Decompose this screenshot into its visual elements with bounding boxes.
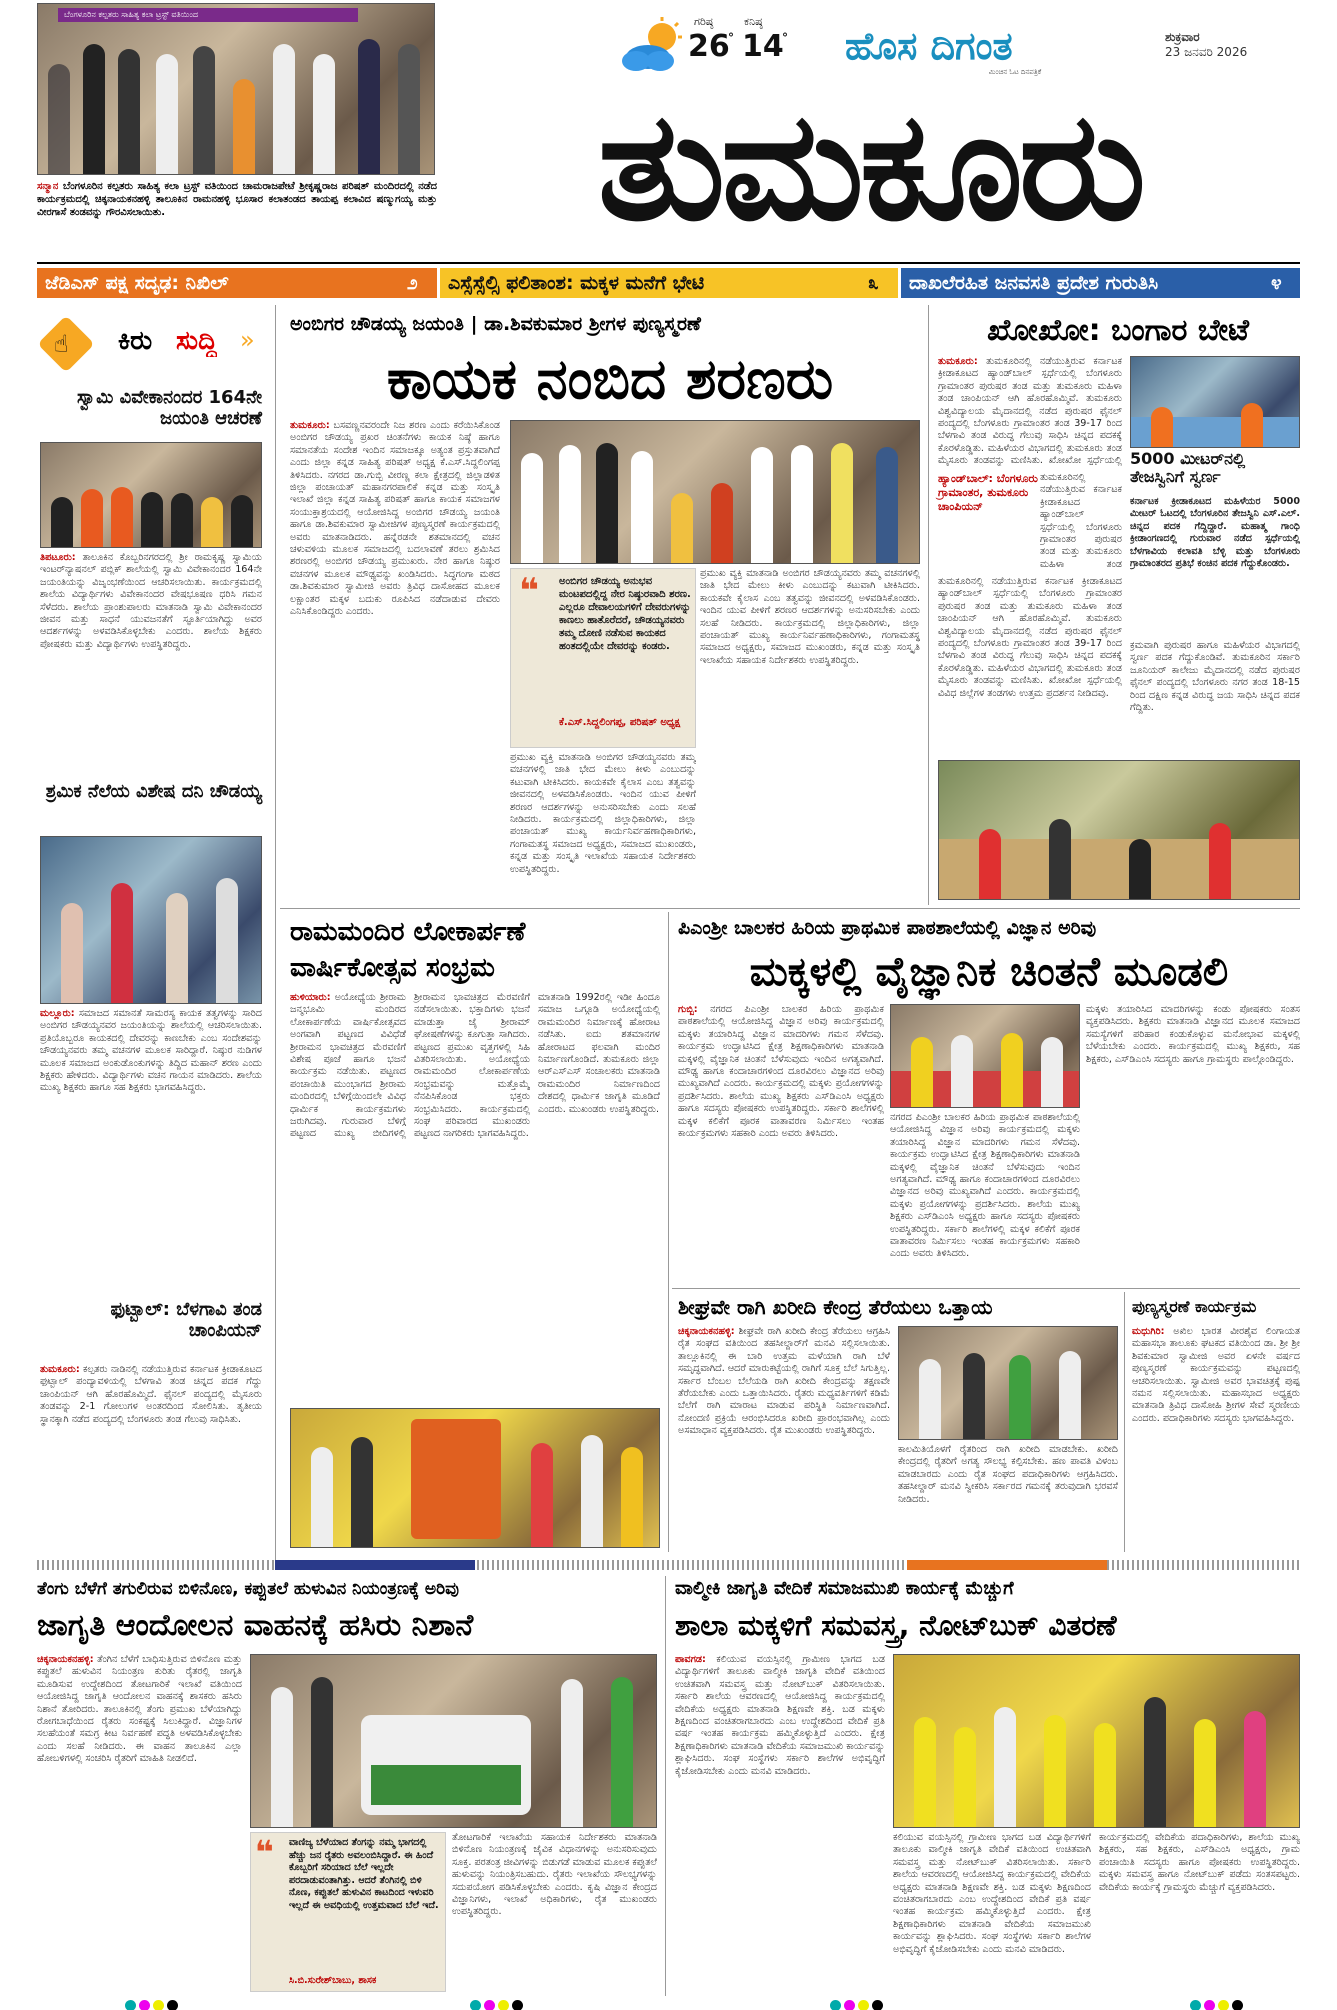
kho-body: ತುಮಕೂರು: ತುಮಕೂರಿನಲ್ಲಿ ನಡೆಯುತ್ತಿರುವ ಕರ್ನಾಟಕ ಕ್ರೀಡಾಕೂಟದ ಹ್ಯಾಂಡ್‌ಬಾಲ್ ಸ್ಪರ್ಧೆಯಲ್ಲಿ ಬೆಂಗಳೂರು ಗ್ರಾಮಾಂತರ ಪುರುಷರ ತಂಡ ಮತ್ತು ತುಮಕೂರು ಮಹಿಳಾ ತಂಡ ಚಾಂಪಿಯನ್ ಆಗಿ ಹೊರಹೊಮ್ಮಿವೆ. ತುಮಕೂರು ವಿಶ್ವವಿದ್ಯಾಲಯ ಮೈದಾನದಲ್ಲಿ ನಡೆದ ಪುರುಷರ ಫೈನಲ್ ಪಂದ್ಯದಲ್ಲಿ ಬೆಂಗಳೂರು ಗ್ರಾಮಾಂತರ ತಂಡ 39-17 ರಿಂದ ಬೆಳಗಾವಿ ತಂಡ ವಿರುದ್ಧ ಗೆಲುವು ಸಾಧಿಸಿ ಚಿನ್ನದ ಪದಕಕ್ಕೆ ಕೊರಳೊಡ್ಡಿತು. ಮಹಿಳೆಯರ ವಿಭಾಗದಲ್ಲಿ ತುಮಕೂರು ತಂಡ ಮೈಸೂರು ತಂಡವನ್ನು ಮಣಿಸಿತು. ಖೋಖೋ ಸ್ಪರ್ಧೆಯಲ್ಲಿ (938, 356, 1122, 466)
max-temp: 26 (688, 29, 730, 64)
kho-body-3: ತುಮಕೂರಿನಲ್ಲಿ ನಡೆಯುತ್ತಿರುವ ಕರ್ನಾಟಕ ಕ್ರೀಡಾಕೂಟದ ಹ್ಯಾಂಡ್‌ಬಾಲ್ ಸ್ಪರ್ಧೆಯಲ್ಲಿ ಬೆಂಗಳೂರು ಗ್ರಾಮಾಂತರ ಪುರುಷರ ತಂಡ ಮತ್ತು ತುಮಕೂರು ಮಹಿಳಾ ತಂಡ ಚಾಂಪಿಯನ್ ಆಗಿ ಹೊರಹೊಮ್ಮಿವೆ. ತುಮಕೂರು ವಿಶ್ವವಿದ್ಯಾಲಯ ಮೈದಾನದಲ್ಲಿ ನಡೆದ ಪುರುಷರ ಫೈನಲ್ ಪಂದ್ಯದಲ್ಲಿ ಬೆಂಗಳೂರು ಗ್ರಾಮಾಂತರ ತಂಡ 39-17 ರಿಂದ ಬೆಳಗಾವಿ ತಂಡ ವಿರುದ್ಧ ಗೆಲುವು ಸಾಧಿಸಿ ಚಿನ್ನದ ಪದಕಕ್ಕೆ ಕೊರಳೊಡ್ಡಿತು. ಮಹಿಳೆಯರ ವಿಭಾಗದಲ್ಲಿ ತುಮಕೂರು ತಂಡ ಮೈಸೂರು ತಂಡವನ್ನು ಮಣಿಸಿತು. ಖೋಖೋ ಸ್ಪರ್ಧೆಯಲ್ಲಿ ವಿವಿಧ ಜಿಲ್ಲೆಗಳ ತಂಡಗಳು ಉತ್ತಮ ಪ್ರದರ್ಶನ ನೀಡಿದವು. (938, 576, 1122, 699)
sci-body-2: ನಗರದ ಪಿಎಂಶ್ರೀ ಬಾಲಕರ ಹಿರಿಯ ಪ್ರಾಥಮಿಕ ಪಾಠಶಾಲೆಯಲ್ಲಿ ಆಯೋಜಿಸಿದ್ದ ವಿಜ್ಞಾನ ಅರಿವು ಕಾರ್ಯಕ್ರಮದಲ್ಲಿ ಮಕ್ಕಳು ತಯಾರಿಸಿದ್ದ ವಿಜ್ಞಾನ ಮಾದರಿಗಳು ಗಮನ ಸೆಳೆದವು. ಕಾರ್ಯಕ್ರಮ ಉದ್ಘಾಟಿಸಿದ ಕ್ಷೇತ್ರ ಶಿಕ್ಷಣಾಧಿಕಾರಿಗಳು ಮಾತನಾಡಿ ಮಕ್ಕಳಲ್ಲಿ ವೈಜ್ಞಾನಿಕ ಚಿಂತನೆ ಬೆಳೆಸುವುದು ಇಂದಿನ ಅಗತ್ಯವಾಗಿದೆ. ಮೌಢ್ಯ ಹಾಗೂ ಕಂದಾಚಾರಗಳಿಂದ ದೂರವಿರಲು ವಿಜ್ಞಾನದ ಅರಿವು ಮುಖ್ಯವಾಗಿದೆ ಎಂದರು. ಕಾರ್ಯಕ್ರಮದಲ್ಲಿ ಮಕ್ಕಳು ಪ್ರಯೋಗಗಳನ್ನು ಪ್ರದರ್ಶಿಸಿದರು. ಶಾಲೆಯ ಮುಖ್ಯ ಶಿಕ್ಷಕರು ಎಸ್‌ಡಿಎಂಸಿ ಅಧ್ಯಕ್ಷರು ಹಾಗೂ ಸದಸ್ಯರು ಪೋಷಕರು ಉಪಸ್ಥಿತರಿದ್ದರು. ಸರ್ಕಾರಿ ಶಾಲೆಗಳಲ್ಲಿ ಮಕ್ಕಳ ಕಲಿಕೆಗೆ ಪೂರಕ ವಾತಾವರಣ ನಿರ್ಮಿಸಲು ಇಂತಹ ಕಾರ್ಯಕ್ರಮಗಳು ಸಹಕಾರಿ ಎಂದು ಅವರು ತಿಳಿಸಿದರು. (890, 1112, 1080, 1260)
kiru-label2: ಸುದ್ದಿ (176, 326, 218, 356)
section-divider (37, 1560, 1300, 1570)
valmiki-body-2: ಕಲಿಯುವ ವಯಸ್ಸಿನಲ್ಲಿ ಗ್ರಾಮೀಣ ಭಾಗದ ಬಡ ವಿದ್ಯಾರ್ಥಿಗಳಿಗೆ ತಾಲೂಕು ವಾಲ್ಮೀಕಿ ಜಾಗೃತಿ ವೇದಿಕೆ ವತಿಯಿಂದ ಉಚಿತವಾಗಿ ಸಮವಸ್ತ್ರ ಮತ್ತು ನೋಟ್‌ಬುಕ್ ವಿತರಿಸಲಾಯಿತು. ಸರ್ಕಾರಿ ಶಾಲೆಯ ಆವರಣದಲ್ಲಿ ಆಯೋಜಿಸಿದ್ದ ಕಾರ್ಯಕ್ರಮದಲ್ಲಿ ವೇದಿಕೆಯ ಅಧ್ಯಕ್ಷರು ಮಾತನಾಡಿ ಶಿಕ್ಷಣವೇ ಶಕ್ತಿ. ಬಡ ಮಕ್ಕಳು ಶಿಕ್ಷಣದಿಂದ ವಂಚಿತರಾಗಬಾರದು ಎಂಬ ಉದ್ದೇಶದಿಂದ ವೇದಿಕೆ ಪ್ರತಿ ವರ್ಷ ಇಂತಹ ಕಾರ್ಯಕ್ರಮ ಹಮ್ಮಿಕೊಳ್ಳುತ್ತಿದೆ ಎಂದರು. ಕ್ಷೇತ್ರ ಶಿಕ್ಷಣಾಧಿಕಾರಿಗಳು ಮಾತನಾಡಿ ವೇದಿಕೆಯ ಸಮಾಜಮುಖಿ ಕಾರ್ಯವನ್ನು ಶ್ಲಾಘಿಸಿದರು. ಸಂಘ ಸಂಸ್ಥೆಗಳು ಸರ್ಕಾರಿ ಶಾಲೆಗಳ ಅಭಿವೃದ್ಧಿಗೆ ಕೈಜೋಡಿಸಬೇಕು ಎಂದು ಮನವಿ ಮಾಡಿದರು. (893, 1832, 1091, 1955)
kho-photo-2 (938, 760, 1300, 900)
valmiki-body: ಪಾವಗಡ: ಕಲಿಯುವ ವಯಸ್ಸಿನಲ್ಲಿ ಗ್ರಾಮೀಣ ಭಾಗದ ಬಡ ವಿದ್ಯಾರ್ಥಿಗಳಿಗೆ ತಾಲೂಕು ವಾಲ್ಮೀಕಿ ಜಾಗೃತಿ ವೇದಿಕೆ ವತಿಯಿಂದ ಉಚಿತವಾಗಿ ಸಮವಸ್ತ್ರ ಮತ್ತು ನೋಟ್‌ಬುಕ್ ವಿತರಿಸಲಾಯಿತು. ಸರ್ಕಾರಿ ಶಾಲೆಯ ಆವರಣದಲ್ಲಿ ಆಯೋಜಿಸಿದ್ದ ಕಾರ್ಯಕ್ರಮದಲ್ಲಿ ವೇದಿಕೆಯ ಅಧ್ಯಕ್ಷರು ಮಾತನಾಡಿ ಶಿಕ್ಷಣವೇ ಶಕ್ತಿ. ಬಡ ಮಕ್ಕಳು ಶಿಕ್ಷಣದಿಂದ ವಂಚಿತರಾಗಬಾರದು ಎಂಬ ಉದ್ದೇಶದಿಂದ ವೇದಿಕೆ ಪ್ರತಿ ವರ್ಷ ಇಂತಹ ಕಾರ್ಯಕ್ರಮ ಹಮ್ಮಿಕೊಳ್ಳುತ್ತಿದೆ ಎಂದರು. ಕ್ಷೇತ್ರ ಶಿಕ್ಷಣಾಧಿಕಾರಿಗಳು ಮಾತನಾಡಿ ವೇದಿಕೆಯ ಸಮಾಜಮುಖಿ ಕಾರ್ಯವನ್ನು ಶ್ಲಾಘಿಸಿದರು. ಸಂಘ ಸಂಸ್ಥೆಗಳು ಸರ್ಕಾರಿ ಶಾಲೆಗಳ ಅಭಿವೃದ್ಧಿಗೆ ಕೈಜೋಡಿಸಬೇಕು ಎಂದು ಮನವಿ ಮಾಡಿದರು. (675, 1654, 885, 1777)
coconut-quote: ವಾಣಿಜ್ಯ ಬೆಳೆಯಾದ ತೆಂಗನ್ನು ನಮ್ಮ ಭಾಗದಲ್ಲಿ ಹೆಚ್ಚು ಜನ ರೈತರು ಅವಲಂಬಿಸಿದ್ದಾರೆ. ಈ ಹಿಂದೆ ಕೊಬ್ಬರಿಗೆ ಸರಿಯಾದ ಬೆಲೆ ಇಲ್ಲದೇ ಪರದಾಡುವಂತಾಗಿತ್ತು. ಆದರೆ ತೆಂಗಿನಲ್ಲಿ ಬಿಳಿ ನೊಣ, ಕಪ್ಪುತಲೆ ಹುಳುವಿನ ಕಾಟದಿಂದ ಇಳುವರಿ ಇಲ್ಲದೆ ಈ ಅವಧಿಯಲ್ಲಿ ಉತ್ತಮವಾದ ಬೆಲೆ ಇದೆ. (289, 1837, 439, 1911)
coconut-body: ಚಿಕ್ಕನಾಯಕನಹಳ್ಳಿ: ತೆಂಗಿನ ಬೆಳೆಗೆ ಬಾಧಿಸುತ್ತಿರುವ ಬಿಳಿನೊಣ ಮತ್ತು ಕಪ್ಪುತಲೆ ಹುಳುವಿನ ನಿಯಂತ್ರಣ ಕುರಿತು ರೈತರಲ್ಲಿ ಜಾಗೃತಿ ಮೂಡಿಸುವ ಉದ್ದೇಶದಿಂದ ತೋಟಗಾರಿಕೆ ಇಲಾಖೆ ವತಿಯಿಂದ ಆಯೋಜಿಸಿದ್ದ ಜಾಗೃತಿ ಆಂದೋಲನ ವಾಹನಕ್ಕೆ ಶಾಸಕರು ಹಸಿರು ನಿಶಾನೆ ತೋರಿದರು. ತಾಲೂಕಿನಲ್ಲಿ ತೆಂಗು ಪ್ರಮುಖ ಬೆಳೆಯಾಗಿದ್ದು ರೋಗಬಾಧೆಯಿಂದ ರೈತರು ಸಂಕಷ್ಟಕ್ಕೆ ಸಿಲುಕಿದ್ದಾರೆ. ವಿಜ್ಞಾನಿಗಳ ಸಲಹೆಯಂತೆ ಸಮಗ್ರ ಕೀಟ ನಿರ್ವಹಣೆ ಪದ್ಧತಿ ಅಳವಡಿಸಿಕೊಳ್ಳಬೇಕು ಎಂದು ಸಲಹೆ ನೀಡಿದರು. ಈ ವಾಹನ ತಾಲೂಕಿನ ಎಲ್ಲಾ ಹೋಬಳಿಗಳಲ್ಲಿ ಸಂಚರಿಸಿ ರೈತರಿಗೆ ಮಾಹಿತಿ ನೀಡಲಿದೆ. (37, 1654, 242, 1765)
registration-marks (830, 1996, 886, 2010)
lead-body-3: ಪ್ರಮುಖ ವ್ಯಕ್ತಿ ಮಾತನಾಡಿ ಅಂಬಿಗರ ಚೌಡಯ್ಯನವರು ತಮ್ಮ ವಚನಗಳಲ್ಲಿ ಜಾತಿ ಭೇದ ಮೇಲು ಕೀಳು ಎಂಬುದನ್ನು ಕಟುವಾಗಿ ಟೀಕಿಸಿದರು. ಕಾಯಕವೇ ಕೈಲಾಸ ಎಂಬ ತತ್ವವನ್ನು ಜೀವನದಲ್ಲಿ ಅಳವಡಿಸಿಕೊಂಡರು. ಇಂದಿನ ಯುವ ಪೀಳಿಗೆ ಶರಣರ ಆದರ್ಶಗಳನ್ನು ಅನುಸರಿಸಬೇಕು ಎಂದು ಸಲಹೆ ನೀಡಿದರು. ಕಾರ್ಯಕ್ರಮದಲ್ಲಿ ಜಿಲ್ಲಾಧಿಕಾರಿಗಳು, ಜಿಲ್ಲಾ ಪಂಚಾಯತ್ ಮುಖ್ಯ ಕಾರ್ಯನಿರ್ವಹಣಾಧಿಕಾರಿಗಳು, ಗಂಗಾಮತಸ್ಥ ಸಮಾಜದ ಅಧ್ಯಕ್ಷರು, ಸಮಾಜದ ಮುಖಂಡರು, ಕನ್ನಡ ಮತ್ತು ಸಂಸ್ಕೃತಿ ಇಲಾಖೆಯ ಸಹಾಯಕ ನಿರ್ದೇಶಕರು ಉಪಸ್ಥಿತರಿದ್ದರು. (510, 752, 696, 875)
valmiki-headline: ಶಾಲಾ ಮಕ್ಕಳಿಗೆ ಸಮವಸ್ತ್ರ, ನೋಟ್‌ಬುಕ್ ವಿತರಣೆ (675, 1609, 1117, 1642)
min-temp: 14 (742, 29, 784, 64)
ticker-page: ೪ (1271, 272, 1282, 294)
punya-body: ಮಧುಗಿರಿ: ಅಖಿಲ ಭಾರತ ವೀರಶೈವ ಲಿಂಗಾಯತ ಮಹಾಸಭಾ ತಾಲೂಕು ಘಟಕದ ವತಿಯಿಂದ ಡಾ. ಶ್ರೀ ಶ್ರೀ ಶಿವಕುಮಾರ ಸ್ವಾಮೀಜಿ ಅವರ ಏಳನೇ ವರ್ಷದ ಪುಣ್ಯಸ್ಮರಣೆ ಕಾರ್ಯಕ್ರಮವನ್ನು ಪಟ್ಟಣದಲ್ಲಿ ಆಚರಿಸಲಾಯಿತು. ಸ್ವಾಮೀಜಿ ಅವರ ಭಾವಚಿತ್ರಕ್ಕೆ ಪುಷ್ಪ ನಮನ ಸಲ್ಲಿಸಲಾಯಿತು. ಮಹಾಸಭಾದ ಅಧ್ಯಕ್ಷರು ಮಾತನಾಡಿ ತ್ರಿವಿಧ ದಾಸೋಹಿ ಶ್ರೀಗಳ ಸೇವೆ ಸ್ಮರಣೀಯ ಎಂದರು. ಪದಾಧಿಕಾರಿಗಳು ಸದಸ್ಯರು ಭಾಗವಹಿಸಿದ್ದರು. (1132, 1326, 1300, 1424)
kiru-photo-2 (40, 836, 262, 1004)
ram-photo (290, 1408, 660, 1548)
quote-icon: ❝ (519, 571, 539, 611)
valmiki-photo (893, 1654, 1300, 1828)
sci-photo (890, 1004, 1080, 1108)
coconut-headline: ಜಾಗೃತಿ ಆಂದೋಲನ ವಾಹನಕ್ಕೆ ಹಸಿರು ನಿಶಾನೆ (37, 1608, 474, 1643)
ragi-body-2: ಕಾಲಮಿತಿಯೊಳಗೆ ರೈತರಿಂದ ರಾಗಿ ಖರೀದಿ ಮಾಡಬೇಕು. ಖರೀದಿ ಕೇಂದ್ರದಲ್ಲಿ ರೈತರಿಗೆ ಅಗತ್ಯ ಸೌಲಭ್ಯ ಕಲ್ಪಿಸಬೇಕು. ಹಣ ಪಾವತಿ ವಿಳಂಬ ಮಾಡಬಾರದು ಎಂದು ರೈತ ಸಂಘದ ಪದಾಧಿಕಾರಿಗಳು ಆಗ್ರಹಿಸಿದರು. ತಹಸೀಲ್ದಾರ್ ಮನವಿ ಸ್ವೀಕರಿಸಿ ಸರ್ಕಾರದ ಗಮನಕ್ಕೆ ತರುವುದಾಗಿ ಭರವಸೆ ನೀಡಿದರು. (898, 1444, 1118, 1505)
coconut-photo (250, 1654, 657, 1828)
lead-photo (510, 420, 920, 564)
ticker-text: ದಾಖಲೆರಹಿತ ಜನವಸತಿ ಪ್ರದೇಶ ಗುರುತಿಸಿ (909, 272, 1159, 294)
coconut-quote-box (250, 1832, 446, 1992)
kho-photo-1 (1130, 356, 1300, 448)
coconut-kicker: ತೆಂಗು ಬೆಳೆಗೆ ತಗುಲಿರುವ ಬಿಳಿನೊಣ, ಕಪ್ಪುತಲೆ ಹುಳುವಿನ ನಿಯಂತ್ರಣಕ್ಕೆ ಅರಿವು (37, 1579, 459, 1599)
sci-body-3: ಮಕ್ಕಳು ತಯಾರಿಸಿದ ಮಾದರಿಗಳನ್ನು ಕಂಡು ಪೋಷಕರು ಸಂತಸ ವ್ಯಕ್ತಪಡಿಸಿದರು. ಶಿಕ್ಷಕರು ಮಾತನಾಡಿ ವಿಜ್ಞಾನದ ಮೂಲಕ ಸಮಾಜದ ಸಮಸ್ಯೆಗಳಿಗೆ ಪರಿಹಾರ ಕಂಡುಕೊಳ್ಳುವ ಮನೋಭಾವ ಮಕ್ಕಳಲ್ಲಿ ಬೆಳೆಯಬೇಕು ಎಂದರು. ಕಾರ್ಯಕ್ರಮದಲ್ಲಿ ಮುಖ್ಯ ಶಿಕ್ಷಕರು, ಸಹ ಶಿಕ್ಷಕರು, ಎಸ್‌ಡಿಎಂಸಿ ಸದಸ್ಯರು ಹಾಗೂ ಗ್ರಾಮಸ್ಥರು ಪಾಲ್ಗೊಂಡಿದ್ದರು. (1086, 1004, 1300, 1065)
kiru-title-1: ಸ್ವಾಮಿ ವಿವೇಕಾನಂದರ 164ನೇ ಜಯಂತಿ ಆಚರಣೆ (76, 387, 262, 429)
ram-headline-1: ರಾಮಮಂದಿರ ಲೋಕಾರ್ಪಣೆ (290, 917, 526, 947)
valmiki-kicker: ವಾಲ್ಮೀಕಿ ಜಾಗೃತಿ ವೇದಿಕೆ ಸಮಾಜಮುಖಿ ಕಾರ್ಯಕ್ಕೆ ಮೆಚ್ಚುಗೆ (675, 1578, 1014, 1599)
sci-kicker: ಪಿಎಂಶ್ರೀ ಬಾಲಕರ ಹಿರಿಯ ಪ್ರಾಥಮಿಕ ಪಾಠಶಾಲೆಯಲ್ಲಿ ವಿಜ್ಞಾನ ಅರಿವು (678, 917, 1097, 939)
max-label: ಗರಿಷ್ಠ (694, 15, 714, 28)
issue-date: 23 ಜನವರಿ 2026 (1165, 45, 1248, 59)
ticker-text: ಎಸ್ಸೆಸ್ಸೆಲ್ಸಿ ಫಲಿತಾಂಶ: ಮಕ್ಕಳ ಮನೆಗೆ ಭೇಟಿ (448, 272, 705, 294)
kiru-body-1: ತಿಪಟೂರು: ತಾಲೂಕಿನ ಕೊಬ್ಬರಿನಗರದಲ್ಲಿ ಶ್ರೀ ರಾಮಕೃಷ್ಣ ಸ್ವಾಮಿಯ ಇಂಟರ್‌ನ್ಯಾಷನಲ್ ಪಬ್ಲಿಕ್ ಶಾಲೆಯಲ್ಲಿ ಸ್ವಾಮಿ ವಿವೇಕಾನಂದರ 164ನೇ ಜಯಂತಿಯನ್ನು ವಿಜೃಂಭಣೆಯಿಂದ ಆಚರಿಸಲಾಯಿತು. ಕಾರ್ಯಕ್ರಮದಲ್ಲಿ ಶಾಲೆಯ ವಿದ್ಯಾರ್ಥಿಗಳು ವಿವೇಕಾನಂದರ ವೇಷಭೂಷಣ ಧರಿಸಿ ಗಮನ ಸೆಳೆದರು. ಶಾಲೆಯ ಪ್ರಾಂಶುಪಾಲರು ಮಾತನಾಡಿ ಸ್ವಾಮಿ ವಿವೇಕಾನಂದರ ಜೀವನ ಮತ್ತು ಸಾಧನೆ ಯುವಜನತೆಗೆ ಸ್ಫೂರ್ತಿಯಾಗಿದ್ದು ಅವರ ಆದರ್ಶಗಳನ್ನು ಅಳವಡಿಸಿಕೊಳ್ಳಬೇಕು ಎಂದರು. ಶಾಲೆಯ ಶಿಕ್ಷಕರು ಪೋಷಕರು ಮತ್ತು ವಿದ್ಯಾರ್ಥಿಗಳು ಉಪಸ್ಥಿತರಿದ್ದರು. (40, 552, 262, 650)
coconut-quote-author: ಸಿ.ಬಿ.ಸುರೇಶ್‌ಬಾಬು, ಶಾಸಕ (289, 1975, 377, 1986)
ticker-item-2[interactable] (440, 268, 898, 298)
ragi-body: ಚಿಕ್ಕನಾಯಕನಹಳ್ಳಿ: ಶೀಘ್ರವೇ ರಾಗಿ ಖರೀದಿ ಕೇಂದ್ರ ತೆರೆಯಲು ಆಗ್ರಹಿಸಿ ರೈತ ಸಂಘದ ವತಿಯಿಂದ ತಹಸೀಲ್ದಾರ್‌ಗೆ ಮನವಿ ಸಲ್ಲಿಸಲಾಯಿತು. ತಾಲ್ಲೂಕಿನಲ್ಲಿ ಈ ಬಾರಿ ಉತ್ತಮ ಮಳೆಯಾಗಿ ರಾಗಿ ಬೆಳೆ ಸಮೃದ್ಧವಾಗಿದೆ. ಆದರೆ ಮಾರುಕಟ್ಟೆಯಲ್ಲಿ ರಾಗಿಗೆ ಸೂಕ್ತ ಬೆಲೆ ಸಿಗುತ್ತಿಲ್ಲ. ಸರ್ಕಾರ ಬೆಂಬಲ ಬೆಲೆಯಡಿ ರಾಗಿ ಖರೀದಿ ಕೇಂದ್ರವನ್ನು ತಕ್ಷಣವೇ ತೆರೆಯಬೇಕು ಎಂದು ಒತ್ತಾಯಿಸಿದರು. ರೈತರು ಮಧ್ಯವರ್ತಿಗಳಿಗೆ ಕಡಿಮೆ ಬೆಲೆಗೆ ರಾಗಿ ಮಾರಾಟ ಮಾಡುವ ಪರಿಸ್ಥಿತಿ ನಿರ್ಮಾಣವಾಗಿದೆ. ನೋಂದಣಿ ಪ್ರಕ್ರಿಯೆ ಆರಂಭಿಸಿದರೂ ಖರೀದಿ ಪ್ರಾರಂಭವಾಗಿಲ್ಲ ಎಂದು ಅಸಮಾಧಾನ ವ್ಯಕ್ತಪಡಿಸಿದರು. ರೈತ ಮುಖಂಡರು ಉಪಸ್ಥಿತರಿದ್ದರು. (678, 1326, 890, 1437)
valmiki-body-3: ಕಾರ್ಯಕ್ರಮದಲ್ಲಿ ವೇದಿಕೆಯ ಪದಾಧಿಕಾರಿಗಳು, ಶಾಲೆಯ ಮುಖ್ಯ ಶಿಕ್ಷಕರು, ಸಹ ಶಿಕ್ಷಕರು, ಎಸ್‌ಡಿಎಂಸಿ ಅಧ್ಯಕ್ಷರು, ಗ್ರಾಮ ಪಂಚಾಯಿತಿ ಸದಸ್ಯರು ಹಾಗೂ ಪೋಷಕರು ಉಪಸ್ಥಿತರಿದ್ದರು. ಮಕ್ಕಳು ಸಮವಸ್ತ್ರ ಹಾಗೂ ನೋಟ್‌ಬುಕ್ ಪಡೆದು ಸಂತಸಪಟ್ಟರು. ವೇದಿಕೆಯ ಕಾರ್ಯಕ್ಕೆ ಗ್ರಾಮಸ್ಥರು ಮೆಚ್ಚುಗೆ ವ್ಯಕ್ತಪಡಿಸಿದರು. (1099, 1832, 1300, 1893)
registration-marks (1190, 1996, 1246, 2010)
handball-label: ಹ್ಯಾಂಡ್‌ಬಾಲ್: ಬೆಂಗಳೂರು ಗ್ರಾಮಾಂತರ, ತುಮಕೂರು ಚಾಂಪಿಯನ್ (938, 472, 1038, 513)
kho-body-4: ಕ್ರಮವಾಗಿ ಪುರುಷರ ಹಾಗೂ ಮಹಿಳೆಯರ ವಿಭಾಗದಲ್ಲಿ ಸ್ವರ್ಣ ಪದಕ ಗೆದ್ದುಕೊಂಡಿವೆ. ತುಮಕೂರಿನ ಸರ್ಕಾರಿ ಜೂನಿಯರ್ ಕಾಲೇಜು ಮೈದಾನದಲ್ಲಿ ನಡೆದ ಪುರುಷರ ಫೈನಲ್ ಪಂದ್ಯದಲ್ಲಿ ಬೆಂಗಳೂರು ನಗರ ತಂಡ 18-15 ರಿಂದ ದಕ್ಷಿಣ ಕನ್ನಡ ವಿರುದ್ಧ ಜಯ ಸಾಧಿಸಿ ಚಿನ್ನದ ಪದಕ ಗೆದ್ದಿತು. (1130, 640, 1300, 714)
lead-body: ತುಮಕೂರು: ಬಸವಣ್ಣನವರಂದೇ ನಿಜ ಶರಣ ಎಂದು ಕರೆಯಿಸಿಕೊಂಡ ಅಂಬಿಗರ ಚೌಡಯ್ಯ ಪ್ರಖರ ಚಿಂತನೆಗಳು ಕಾಯಕ ನಿಷ್ಠೆ ಹಾಗೂ ಸಮಾನತೆಯ ಸಂದೇಶ ಇಂದಿನ ಸಮಾಜಕ್ಕೂ ಅತ್ಯಂತ ಪ್ರಸ್ತುತವಾಗಿದೆ ಎಂದು ಜಿಲ್ಲಾ ಕನ್ನಡ ಸಾಹಿತ್ಯ ಪರಿಷತ್ ಅಧ್ಯಕ್ಷ ಕೆ.ಎಸ್.ಸಿದ್ದಲಿಂಗಪ್ಪ ತಿಳಿಸಿದರು. ನಗರದ ಡಾ.ಗುಬ್ಬಿ ವೀರಣ್ಣ ಕಲಾ ಕ್ಷೇತ್ರದಲ್ಲಿ ಜಿಲ್ಲಾಡಳಿತ ಜಿಲ್ಲಾ ಪಂಚಾಯತ್ ಮಹಾನಗರಪಾಲಿಕೆ ಕನ್ನಡ ಮತ್ತು ಸಂಸ್ಕೃತಿ ಇಲಾಖೆ ಜಿಲ್ಲಾ ಕನ್ನಡ ಸಾಹಿತ್ಯ ಪರಿಷತ್ ಹಾಗೂ ಕಾಯಕ ಸಮಾಜಗಳ ಸಂಯುಕ್ತಾಶ್ರಯದಲ್ಲಿ ಆಯೋಜಿಸಿದ್ದ ಅಂಬಿಗರ ಚೌಡಯ್ಯ ಜಯಂತಿ ಹಾಗೂ ಡಾ.ಶಿವಕುಮಾರ ಸ್ವಾಮೀಜಿಗಳ ಪುಣ್ಯಸ್ಮರಣೆ ಕಾರ್ಯಕ್ರಮದಲ್ಲಿ ಅವರು ಮಾತನಾಡಿದರು. ಹನ್ನೆರಡನೇ ಶತಮಾನದಲ್ಲಿ ವಚನ ಚಳುವಳಿಯ ಮೂಲಕ ಸಮಾಜದಲ್ಲಿ ಬದಲಾವಣೆ ತರಲು ಶ್ರಮಿಸಿದ ಶರಣರಲ್ಲಿ ಅಂಬಿಗರ ಚೌಡಯ್ಯ ಪ್ರಮುಖರು. ನೇರ ಹಾಗೂ ನಿಷ್ಠುರ ವಚನಗಳ ಮೂಲಕ ಮೌಢ್ಯವನ್ನು ಖಂಡಿಸಿದರು. ಸಿದ್ಧಗಂಗಾ ಮಠದ ಡಾ.ಶಿವಕುಮಾರ ಸ್ವಾಮೀಜಿ ಅವರು ತ್ರಿವಿಧ ದಾಸೋಹದ ಮೂಲಕ ಲಕ್ಷಾಂತರ ಮಕ್ಕಳ ಬದುಕು ರೂಪಿಸಿದ ನಡೆದಾಡುವ ದೇವರು ಎನಿಸಿಕೊಂಡಿದ್ದರು ಎಂದರು. (290, 420, 500, 618)
brand-logo (845, 24, 1125, 82)
ticker-page: ೩ (868, 272, 879, 294)
lead-headline: ಕಾಯಕ ನಂಬಿದ ಶರಣರು (386, 347, 834, 412)
kiru-title-2: ಶ್ರಮಿಕ ನೆಲೆಯ ವಿಶೇಷ ದನಿ ಚೌಡಯ್ಯ (45, 781, 262, 802)
kho-body-2: ತುಮಕೂರಿನಲ್ಲಿ ನಡೆಯುತ್ತಿರುವ ಕರ್ನಾಟಕ ಕ್ರೀಡಾಕೂಟದ ಹ್ಯಾಂಡ್‌ಬಾಲ್ ಸ್ಪರ್ಧೆಯಲ್ಲಿ ಬೆಂಗಳೂರು ಗ್ರಾಮಾಂತರ ಪುರುಷರ ತಂಡ ಮತ್ತು ತುಮಕೂರು ಮಹಿಳಾ ತಂಡ (1040, 472, 1122, 570)
ticker-item-3[interactable] (901, 268, 1300, 298)
banner-photo (37, 3, 435, 175)
quote-icon: ❝ (255, 1833, 274, 1871)
brand-tagline: ಮಿಂಚಿನ ಓಟ ದಿನಪತ್ರಿಕೆ (988, 68, 1042, 76)
sci-headline: ಮಕ್ಕಳಲ್ಲಿ ವೈಜ್ಞಾನಿಕ ಚಿಂತನೆ ಮೂಡಲಿ (749, 949, 1229, 995)
weather-widget (618, 15, 798, 79)
banner-caption: ಬೆಂಗಳೂರಿನ ಕಲ್ಪತರು ಸಾಹಿತ್ಯ ಕಲಾ ಟ್ರಸ್ಟ್ ವತಿಯಿಂದ (58, 8, 358, 22)
coconut-body-2: ತೋಟಗಾರಿಕೆ ಇಲಾಖೆಯ ಸಹಾಯಕ ನಿರ್ದೇಶಕರು ಮಾತನಾಡಿ ಬಿಳಿನೊಣ ನಿಯಂತ್ರಣಕ್ಕೆ ಜೈವಿಕ ವಿಧಾನಗಳನ್ನು ಅನುಸರಿಸುವುದು ಸೂಕ್ತ. ಪರತಂತ್ರ ಜೀವಿಗಳನ್ನು ಬಿಡುಗಡೆ ಮಾಡುವ ಮೂಲಕ ಕಪ್ಪುತಲೆ ಹುಳುವನ್ನು ನಿಯಂತ್ರಿಸಬಹುದು. ರೈತರು ಇಲಾಖೆಯ ಸೌಲಭ್ಯಗಳನ್ನು ಸದುಪಯೋಗ ಪಡಿಸಿಕೊಳ್ಳಬೇಕು ಎಂದರು. ಕೃಷಿ ವಿಜ್ಞಾನ ಕೇಂದ್ರದ ವಿಜ್ಞಾನಿಗಳು, ಇಲಾಖೆ ಅಧಿಕಾರಿಗಳು, ರೈತ ಮುಖಂಡರು ಉಪಸ್ಥಿತರಿದ್ದರು. (452, 1832, 657, 1918)
kiru-title-3: ಫುಟ್ಬಾಲ್: ಬೆಳಗಾವಿ ತಂಡ ಚಾಂಪಿಯನ್ (110, 1299, 262, 1341)
ticker-page: ೨ (407, 272, 418, 294)
registration-marks (470, 1996, 526, 2010)
partly-cloudy-icon (618, 17, 688, 77)
kho-sub-head: 5000 ಮೀಟರ್‌ನಲ್ಲಿ ತೇಜಸ್ವಿನಿಗೆ ಸ್ವರ್ಣ (1130, 449, 1246, 487)
kiru-photo-1 (40, 442, 262, 548)
brand-name: ಹೊಸ ದಿಗಂತ (845, 24, 1013, 68)
kiru-label: ಕಿರು (118, 326, 153, 356)
ram-body-2: ಮಾತನಾಡಿ 1992ರಲ್ಲಿ ಇಡೀ ಹಿಂದೂ ಸಮಾಜ ಒಗ್ಗೂಡಿ ಅಯೋಧ್ಯೆಯಲ್ಲಿ ರಾಮಮಂದಿರ ನಿರ್ಮಾಣಕ್ಕೆ ಹೋರಾಟ ನಡೆಸಿತು. ಐದು ಶತಮಾನಗಳ ಹೋರಾಟದ ಫಲವಾಗಿ ಮಂದಿರ ನಿರ್ಮಾಣಗೊಂಡಿದೆ. ತುಮಕೂರು ಜಿಲ್ಲಾ ಆರ್‌ಎಸ್‌ಎಸ್ ಸಂಚಾಲಕರು ಮಾತನಾಡಿ ರಾಮಮಂದಿರ ನಿರ್ಮಾಣದಿಂದ ದೇಶದಲ್ಲಿ ಧಾರ್ಮಿಕ ಜಾಗೃತಿ ಮೂಡಿದೆ ಎಂದರು. ಮುಖಂಡರು ಉಪಸ್ಥಿತರಿದ್ದರು. (538, 992, 660, 1115)
ticker-text: ಜೆಡಿಎಸ್ ಪಕ್ಷ ಸದೃಢ: ನಿಖಿಲ್ (45, 272, 229, 294)
ram-headline-2: ವಾರ್ಷಿಕೋತ್ಸವ ಸಂಭ್ರಮ (290, 953, 495, 983)
deg-symbol: ° (782, 31, 788, 45)
lead-kicker: ಅಂಬಿಗರ ಚೌಡಯ್ಯ ಜಯಂತಿ | ಡಾ.ಶಿವಕುಮಾರ ಶ್ರೀಗಳ ಪುಣ್ಯಸ್ಮರಣೆ (290, 313, 701, 335)
min-label: ಕನಿಷ್ಠ (744, 15, 763, 28)
lead-quote: ಅಂಬಿಗರ ಚೌಡಯ್ಯ ಅನುಭವ ಮಂಟಪದಲ್ಲಿದ್ದ ನೇರ ನಿಷ್ಠುರವಾದಿ ಶರಣ. ಎಲ್ಲರೂ ದೇವಾಲಯಗಳಿಗೆ ದೇವರುಗಳನ್ನು ಕಾಣಲು ಹಾತೊರೆದರೆ, ಚೌಡಯ್ಯನವರು ತಮ್ಮ ದೋಣಿ ನಡೆಸುವ ಕಾಯಕದ ಹಂತದಲ್ಲಿಯೇ ದೇವರನ್ನು ಕಂಡರು. (559, 576, 691, 652)
pointing-hand-icon: ☝ (54, 330, 69, 358)
sci-body: ಗುಬ್ಬಿ: ನಗರದ ಪಿಎಂಶ್ರೀ ಬಾಲಕರ ಹಿರಿಯ ಪ್ರಾಥಮಿಕ ಪಾಠಶಾಲೆಯಲ್ಲಿ ಆಯೋಜಿಸಿದ್ದ ವಿಜ್ಞಾನ ಅರಿವು ಕಾರ್ಯಕ್ರಮದಲ್ಲಿ ಮಕ್ಕಳು ತಯಾರಿಸಿದ್ದ ವಿಜ್ಞಾನ ಮಾದರಿಗಳು ಗಮನ ಸೆಳೆದವು. ಕಾರ್ಯಕ್ರಮ ಉದ್ಘಾಟಿಸಿದ ಕ್ಷೇತ್ರ ಶಿಕ್ಷಣಾಧಿಕಾರಿಗಳು ಮಾತನಾಡಿ ಮಕ್ಕಳಲ್ಲಿ ವೈಜ್ಞಾನಿಕ ಚಿಂತನೆ ಬೆಳೆಸುವುದು ಇಂದಿನ ಅಗತ್ಯವಾಗಿದೆ. ಮೌಢ್ಯ ಹಾಗೂ ಕಂದಾಚಾರಗಳಿಂದ ದೂರವಿರಲು ವಿಜ್ಞಾನದ ಅರಿವು ಮುಖ್ಯವಾಗಿದೆ ಎಂದರು. ಕಾರ್ಯಕ್ರಮದಲ್ಲಿ ಮಕ್ಕಳು ಪ್ರಯೋಗಗಳನ್ನು ಪ್ರದರ್ಶಿಸಿದರು. ಶಾಲೆಯ ಮುಖ್ಯ ಶಿಕ್ಷಕರು ಎಸ್‌ಡಿಎಂಸಿ ಅಧ್ಯಕ್ಷರು ಹಾಗೂ ಸದಸ್ಯರು ಪೋಷಕರು ಉಪಸ್ಥಿತರಿದ್ದರು. ಸರ್ಕಾರಿ ಶಾಲೆಗಳಲ್ಲಿ ಮಕ್ಕಳ ಕಲಿಕೆಗೆ ಪೂರಕ ವಾತಾವರಣ ನಿರ್ಮಿಸಲು ಇಂತಹ ಕಾರ್ಯಕ್ರಮಗಳು ಸಹಕಾರಿ ಎಂದು ಅವರು ತಿಳಿಸಿದರು. (678, 1004, 884, 1140)
lead-body-2: ಪ್ರಮುಖ ವ್ಯಕ್ತಿ ಮಾತನಾಡಿ ಅಂಬಿಗರ ಚೌಡಯ್ಯನವರು ತಮ್ಮ ವಚನಗಳಲ್ಲಿ ಜಾತಿ ಭೇದ ಮೇಲು ಕೀಳು ಎಂಬುದನ್ನು ಕಟುವಾಗಿ ಟೀಕಿಸಿದರು. ಕಾಯಕವೇ ಕೈಲಾಸ ಎಂಬ ತತ್ವವನ್ನು ಜೀವನದಲ್ಲಿ ಅಳವಡಿಸಿಕೊಂಡರು. ಇಂದಿನ ಯುವ ಪೀಳಿಗೆ ಶರಣರ ಆದರ್ಶಗಳನ್ನು ಅನುಸರಿಸಬೇಕು ಎಂದು ಸಲಹೆ ನೀಡಿದರು. ಕಾರ್ಯಕ್ರಮದಲ್ಲಿ ಜಿಲ್ಲಾಧಿಕಾರಿಗಳು, ಜಿಲ್ಲಾ ಪಂಚಾಯತ್ ಮುಖ್ಯ ಕಾರ್ಯನಿರ್ವಹಣಾಧಿಕಾರಿಗಳು, ಗಂಗಾಮತಸ್ಥ ಸಮಾಜದ ಅಧ್ಯಕ್ಷರು, ಸಮಾಜದ ಮುಖಂಡರು, ಕನ್ನಡ ಮತ್ತು ಸಂಸ್ಕೃತಿ ಇಲಾಖೆಯ ಸಹಾಯಕ ನಿರ್ದೇಶಕರು ಉಪಸ್ಥಿತರಿದ್ದರು. (700, 568, 920, 666)
ragi-headline: ಶೀಘ್ರವೇ ರಾಗಿ ಖರೀದಿ ಕೇಂದ್ರ ತೆರೆಯಲು ಒತ್ತಾಯ (678, 1295, 993, 1319)
issue-day: ಶುಕ್ರವಾರ (1165, 30, 1200, 44)
ticker-item-1[interactable] (37, 268, 437, 298)
deg-symbol: ° (728, 31, 734, 45)
registration-marks (125, 1996, 181, 2010)
photo-caption: ಸನ್ಮಾನ ಬೆಂಗಳೂರಿನ ಕಲ್ಪತರು ಸಾಹಿತ್ಯ ಕಲಾ ಟ್ರಸ್ಟ್ ವತಿಯಿಂದ ಚಾಮರಾಜಪೇಟೆ ಶ್ರೀಕೃಷ್ಣರಾಜ ಪರಿಷತ್ ಮಂದಿರದಲ್ಲಿ ನಡೆದ ಕಾರ್ಯಕ್ರಮದಲ್ಲಿ ಚಿಕ್ಕನಾಯಕನಹಳ್ಳಿ ತಾಲೂಕಿನ ರಾಮನಹಳ್ಳಿ ಭೂಸಾರ ಕಲಾತಂಡದ ತಾಯಪ್ಪ ಕಲಾವಿದ ಷಣ್ಮುಗಯ್ಯ ಮತ್ತು ವೀರಗಾಸೆ ತಂಡವನ್ನು ಗೌರವಿಸಲಾಯಿತು. (37, 181, 437, 218)
lead-quote-author: ಕೆ.ಎಸ್.ಸಿದ್ದಲಿಂಗಪ್ಪ, ಪರಿಷತ್ ಅಧ್ಯಕ್ಷ (559, 717, 681, 728)
ticker-bar (37, 262, 1300, 300)
masthead-title: ತುಮಕೂರು (597, 82, 1143, 252)
kiru-body-3: ತುಮಕೂರು: ಕಲ್ಪತರು ನಾಡಿನಲ್ಲಿ ನಡೆಯುತ್ತಿರುವ ಕರ್ನಾಟಕ ಕ್ರೀಡಾಕೂಟದ ಫುಟ್ಬಾಲ್ ಪಂದ್ಯಾವಳಿಯಲ್ಲಿ ಬೆಳಗಾವಿ ತಂಡ ಚಿನ್ನದ ಪದಕ ಗೆದ್ದು ಚಾಂಪಿಯನ್ ಆಗಿ ಹೊರಹೊಮ್ಮಿದೆ. ಫೈನಲ್ ಪಂದ್ಯದಲ್ಲಿ ಮೈಸೂರು ತಂಡವನ್ನು 2-1 ಗೋಲುಗಳ ಅಂತರದಿಂದ ಸೋಲಿಸಿತು. ತೃತೀಯ ಸ್ಥಾನಕ್ಕಾಗಿ ನಡೆದ ಪಂದ್ಯದಲ್ಲಿ ಬೆಂಗಳೂರು ತಂಡ ಗೆಲುವು ಸಾಧಿಸಿತು. (40, 1364, 262, 1425)
ram-body: ಹುಳಿಯಾರು: ಅಯೋಧ್ಯೆಯ ಶ್ರೀರಾಮ ಜನ್ಮಭೂಮಿ ಮಂದಿರದ ಲೋಕಾರ್ಪಣೆಯ ವಾರ್ಷಿಕೋತ್ಸವದ ಅಂಗವಾಗಿ ಪಟ್ಟಣದ ವಿವಿಧೆಡೆ ಶ್ರೀರಾಮನ ಭಾವಚಿತ್ರದ ಮೆರವಣಿಗೆ ವಿಶೇಷ ಪೂಜೆ ಹಾಗೂ ಭಜನೆ ಕಾರ್ಯಕ್ರಮ ನಡೆಯಿತು. ಪಟ್ಟಣದ ಪಂಚಾಯಿತಿ ಮುಂಭಾಗದ ಶ್ರೀರಾಮ ಮಂದಿರದಲ್ಲಿ ಬೆಳಿಗ್ಗೆಯಿಂದಲೇ ವಿವಿಧ ಧಾರ್ಮಿಕ ಕಾರ್ಯಕ್ರಮಗಳು ಜರುಗಿದವು. ಗುರುವಾರ ಬೆಳಿಗ್ಗೆ ಪಟ್ಟಣದ ಮುಖ್ಯ ಬೀದಿಗಳಲ್ಲಿ ಶ್ರೀರಾಮನ ಭಾವಚಿತ್ರದ ಮೆರವಣಿಗೆ ನಡೆಸಲಾಯಿತು. ಭಕ್ತಾದಿಗಳು ಭಜನೆ ಮಾಡುತ್ತಾ ಜೈ ಶ್ರೀರಾಮ್ ಘೋಷಣೆಗಳನ್ನು ಕೂಗುತ್ತಾ ಸಾಗಿದರು. ಪಟ್ಟಣದ ಪ್ರಮುಖ ವೃತ್ತಗಳಲ್ಲಿ ಸಿಹಿ ವಿತರಿಸಲಾಯಿತು. ಅಯೋಧ್ಯೆಯ ರಾಮಮಂದಿರ ಲೋಕಾರ್ಪಣೆಯ ಸಂಭ್ರಮವನ್ನು ಮತ್ತೊಮ್ಮೆ ನೆನಪಿಸಿಕೊಂಡ ಭಕ್ತರು ಸಂಭ್ರಮಿಸಿದರು. ಕಾರ್ಯಕ್ರಮದಲ್ಲಿ ಸಂಘ ಪರಿವಾರದ ಮುಖಂಡರು ಪಟ್ಟಣದ ನಾಗರಿಕರು ಭಾಗವಹಿಸಿದ್ದರು. (290, 992, 530, 1140)
ragi-photo (898, 1326, 1118, 1440)
kho-sub-body: ಕರ್ನಾಟಕ ಕ್ರೀಡಾಕೂಟದ ಮಹಿಳೆಯರ 5000 ಮೀಟರ್ ಓಟದಲ್ಲಿ ಬೆಂಗಳೂರಿನ ತೇಜಸ್ವಿನಿ ಎಸ್.ಎಲ್. ಚಿನ್ನದ ಪದಕ ಗೆದ್ದಿದ್ದಾರೆ. ಮಹಾತ್ಮ ಗಾಂಧಿ ಕ್ರೀಡಾಂಗಣದಲ್ಲಿ ಗುರುವಾರ ನಡೆದ ಸ್ಪರ್ಧೆಯಲ್ಲಿ ಬೆಳಗಾವಿಯ ಕಲಾವತಿ ಬೆಳ್ಳಿ ಮತ್ತು ಬೆಂಗಳೂರು ಗ್ರಾಮಾಂತರದ ಪ್ರತಿಭೆ ಕಂಚಿನ ಪದಕ ಗೆದ್ದುಕೊಂಡರು. (1130, 496, 1300, 570)
kiru-logo: ☝ ಕಿರು ಸುದ್ದಿ » (40, 314, 260, 374)
punya-headline: ಪುಣ್ಯಸ್ಮರಣೆ ಕಾರ್ಯಕ್ರಮ (1132, 1297, 1257, 1316)
kho-headline: ಖೋಖೋ: ಬಂಗಾರ ಬೇಟೆ (987, 313, 1249, 348)
kiru-body-2: ಮಲ್ಲೂರು: ಸಮಾಜದ ಸಮಾನತೆ ಸಾಮರಸ್ಯ ಕಾಯಕ ತತ್ವಗಳನ್ನು ಸಾರಿದ ಅಂಬಿಗರ ಚೌಡಯ್ಯನವರ ಜಯಂತಿಯನ್ನು ಶಾಲೆಯಲ್ಲಿ ಆಚರಿಸಲಾಯಿತು. ಪ್ರತಿಯೊಬ್ಬರೂ ಕಾಯಕದಲ್ಲಿ ದೇವರನ್ನು ಕಾಣಬೇಕು ಎಂಬ ಸಂದೇಶವನ್ನು ಚೌಡಯ್ಯನವರು ತಮ್ಮ ವಚನಗಳ ಮೂಲಕ ಸಾರಿದ್ದಾರೆ. ನಿಷ್ಠುರ ನುಡಿಗಳ ಮೂಲಕ ಸಮಾಜದ ಅಂಕುಡೊಂಕುಗಳನ್ನು ತಿದ್ದಿದ ಮಹಾನ್ ಶರಣ ಎಂದು ಶಿಕ್ಷಕರು ಹೇಳಿದರು. ವಿದ್ಯಾರ್ಥಿಗಳು ವಚನ ಗಾಯನ ಮಾಡಿದರು. ಶಾಲೆಯ ಮುಖ್ಯ ಶಿಕ್ಷಕರು ಹಾಗೂ ಸಹ ಶಿಕ್ಷಕರು ಭಾಗವಹಿಸಿದ್ದರು. (40, 1008, 262, 1094)
lead-quote-box (510, 568, 696, 748)
